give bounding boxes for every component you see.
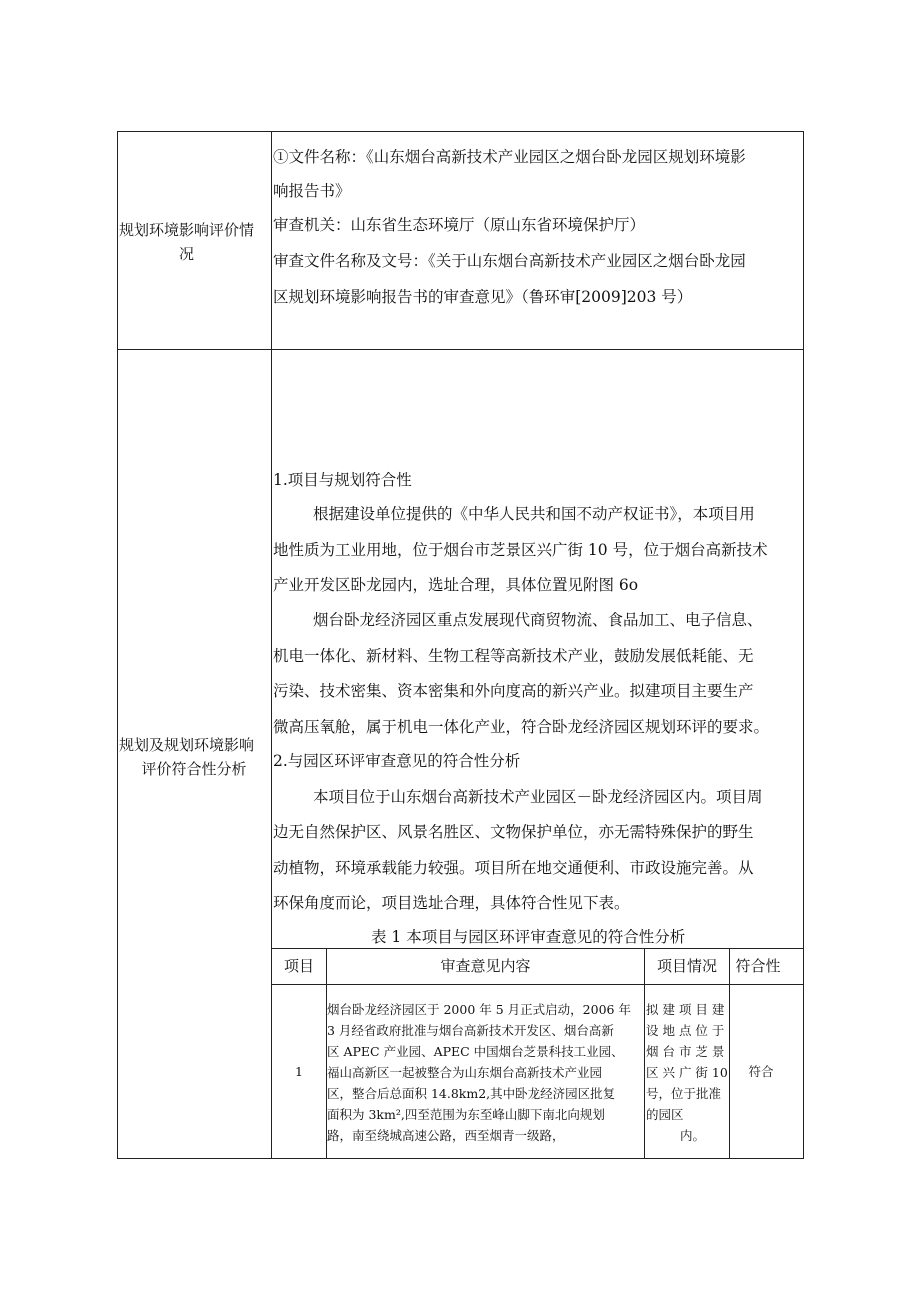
para2-line: 烟台卧龙经济园区重点发展现代商贸物流、食品加工、电子信息、: [313, 611, 763, 629]
row-content-line: 面积为 3km²,四至范围为东至峰山脚下南北向规划: [327, 1107, 605, 1122]
para2-line: 污染、技术密集、资本密集和外向度高的新兴产业。拟建项目主要生产: [273, 682, 754, 700]
row-compliance: 符合: [748, 1064, 774, 1079]
section1-label-line2: 况: [178, 245, 194, 263]
heading-2: 2.与园区环评审查意见的符合性分析: [273, 752, 521, 770]
heading-1: 1.项目与规划符合性: [273, 471, 412, 489]
row-situation-line: 号，位于批准: [646, 1086, 722, 1101]
row-divider: [117, 349, 804, 350]
row-content-line: 区，整合后总面积 14.8km2,其中卧龙经济园区批复: [327, 1086, 616, 1101]
row-content-line: 福山高新区一起被整合为山东烟台高新技术产业园: [327, 1065, 603, 1080]
column-divider: [271, 131, 272, 1159]
inner-table-header-border: [271, 984, 804, 985]
para3-line: 本项目位于山东烟台高新技术产业园区－卧龙经济园区内。项目周: [313, 788, 763, 806]
para1-line: 产业开发区卧龙园内，选址合理，具体位置见附图 6o: [273, 576, 639, 594]
para3-line: 动植物，环境承载能力较强。项目所在地交通便利、市政设施完善。从: [273, 859, 754, 877]
row-content-line: 烟台卧龙经济园区于 2000 年 5 月正式启动，2006 年: [327, 1002, 631, 1017]
section2-label-line2: 评价符合性分析: [141, 760, 247, 778]
para1-line: 根据建设单位提供的《中华人民共和国不动产权证书》，本项目用: [313, 505, 755, 523]
section1-line: 审查机关：山东省生态环境厅（原山东省环境保护厅）: [273, 216, 646, 234]
row-situation-line: 烟 台 市 芝 景: [646, 1044, 725, 1059]
row-content-line: 区 APEC 产业园、APEC 中国烟台芝景科技工业园、: [327, 1044, 624, 1059]
section1-line: 响报告书》: [273, 182, 351, 200]
para2-line: 机电一体化、新材料、生物工程等高新技术产业，鼓励发展低耗能、无: [273, 647, 754, 665]
row-situation-line: 拟 建 项 目 建: [646, 1002, 725, 1017]
row-situation-line: 的园区: [646, 1107, 684, 1122]
table-header-content: 审查意见内容: [440, 957, 531, 975]
para2-line: 微高压氧舱，属于机电一体化产业，符合卧龙经济园区规划环评的要求。: [273, 718, 770, 736]
row-content-line: 3 月经省政府批准与烟台高新技术开发区、烟台高新: [327, 1023, 614, 1038]
section1-label: [119, 218, 269, 266]
para1-line: 地性质为工业用地，位于烟台市芝景区兴广街 10 号，位于烟台高新技术: [273, 541, 768, 559]
para3-line: 环保角度而论，项目选址合理，具体符合性见下表。: [273, 894, 630, 912]
table-header-compliance: 符合性: [735, 957, 781, 975]
section2-label-line1: 规划及规划环境影响: [119, 736, 255, 754]
table-header-situation: 项目情况: [656, 957, 717, 975]
row-situation-line: 内。: [680, 1128, 706, 1143]
section2-label: [119, 733, 269, 781]
table-header-item: 项目: [283, 957, 314, 975]
section1-line: 审查文件名称及文号：《关于山东烟台高新技术产业园区之烟台卧龙园: [273, 252, 746, 270]
table-caption: 表 1 本项目与园区环评审查意见的符合性分析: [371, 928, 686, 946]
section1-line: 区规划环境影响报告书的审查意见》（鲁环审[2009]203 号）: [273, 288, 693, 306]
section1-label-line1: 规划环境影响评价情: [119, 221, 255, 239]
para3-line: 边无自然保护区、风景名胜区、文物保护单位，亦无需特殊保护的野生: [273, 823, 754, 841]
row-situation-line: 区 兴 广 街 10: [646, 1065, 728, 1080]
section1-line: ①文件名称：《山东烟台高新技术产业园区之烟台卧龙园区规划环境影: [273, 148, 746, 166]
row-number: 1: [295, 1064, 303, 1079]
row-content-line: 路，南至绕城高速公路，西至烟青一级路，: [327, 1128, 565, 1143]
row-situation-line: 设 地 点 位 于: [646, 1023, 725, 1038]
